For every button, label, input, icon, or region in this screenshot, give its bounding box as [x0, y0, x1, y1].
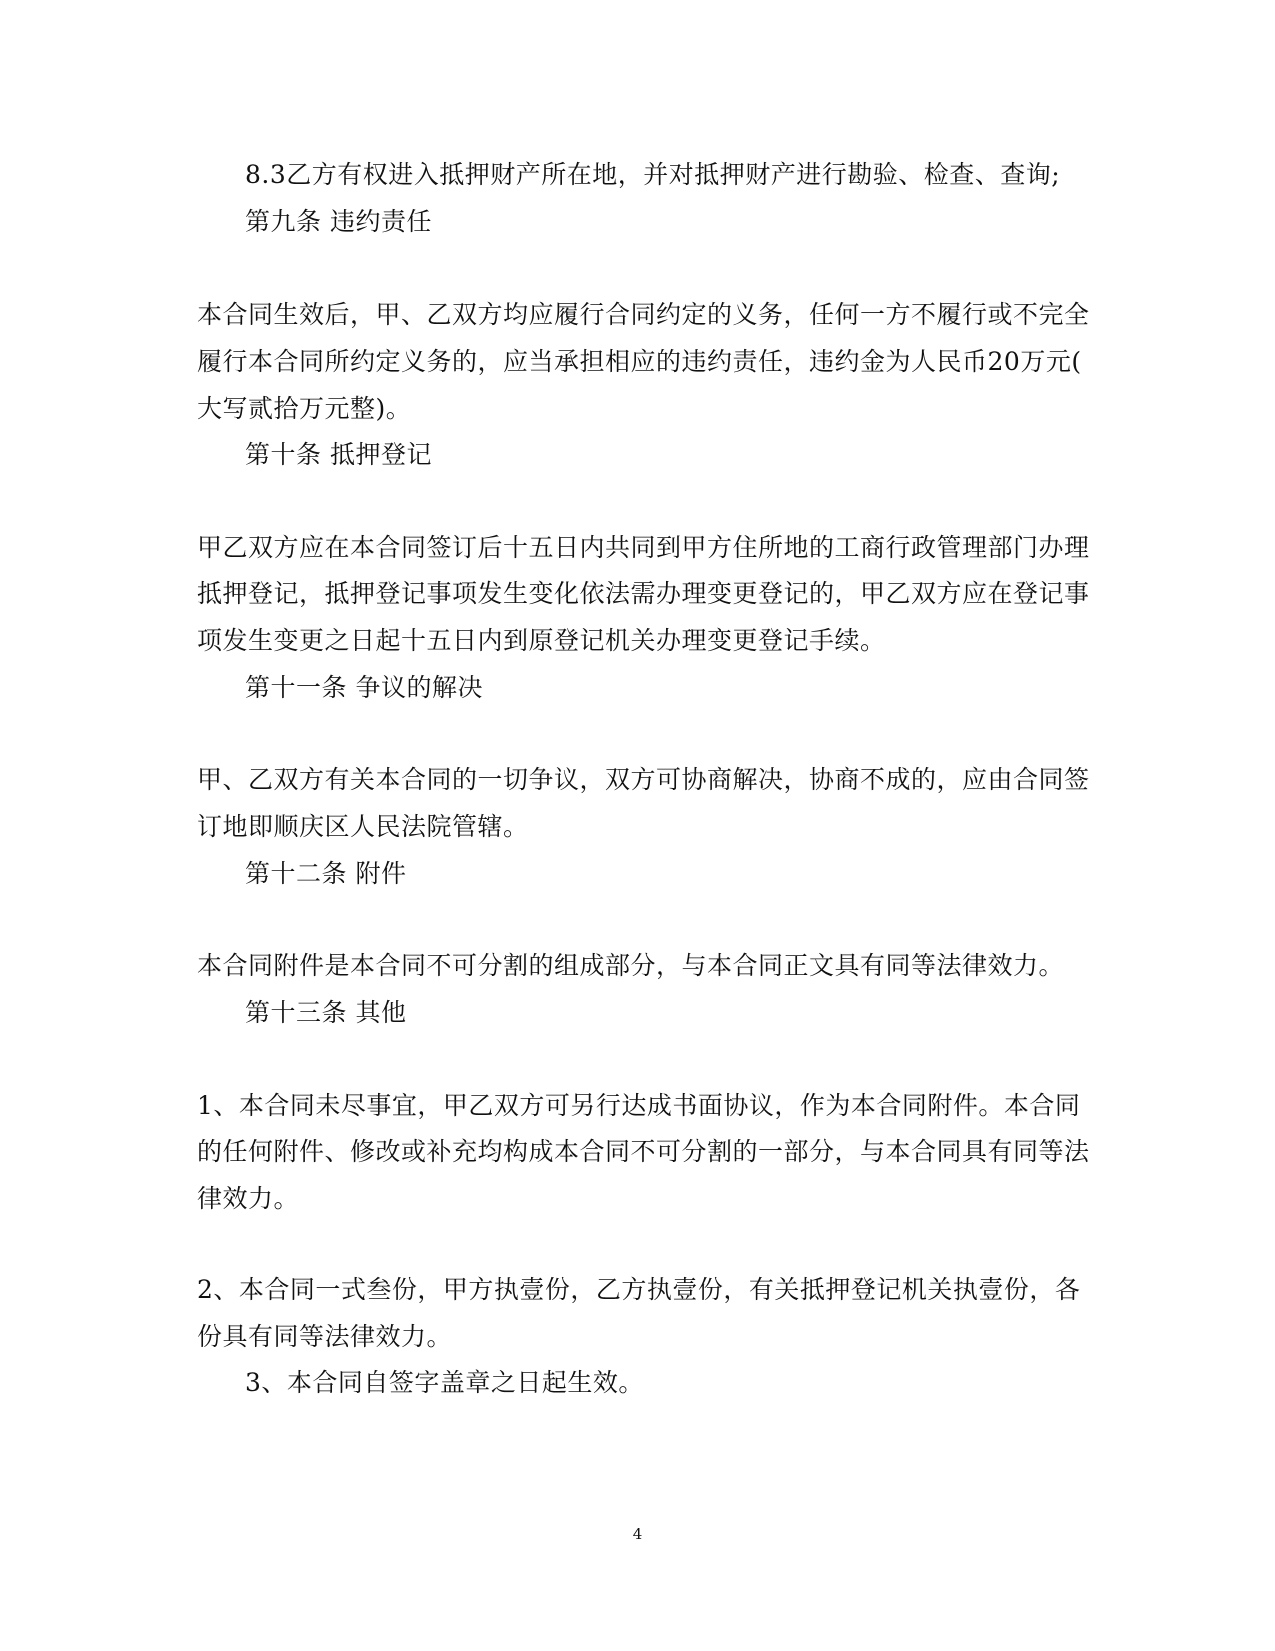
article-13-heading: 第十三条 其他 — [245, 998, 407, 1027]
article-10-paragraph-line-3: 项发生变更之日起十五日内到原登记机关办理变更登记手续。 — [197, 626, 886, 655]
clause-8-3-text: 8.3乙方有权进入抵押财产所在地，并对抵押财产进行勘验、检查、查询; — [245, 160, 1061, 189]
article-11-heading: 第十一条 争议的解决 — [245, 673, 483, 702]
article-13-item-1-line-1: 1、本合同未尽事宜，甲乙双方可另行达成书面协议，作为本合同附件。本合同 — [197, 1091, 1081, 1120]
article-12-heading: 第十二条 附件 — [245, 859, 407, 888]
article-13-item-1-line-2: 的任何附件、修改或补充均构成本合同不可分割的一部分，与本合同具有同等法 — [197, 1137, 1090, 1166]
article-13-item-2-line-2: 份具有同等法律效力。 — [197, 1322, 453, 1351]
article-10-heading: 第十条 抵押登记 — [245, 440, 432, 469]
article-13-item-3: 3、本合同自签字盖章之日起生效。 — [245, 1368, 644, 1397]
article-9-paragraph-line-3: 大写贰拾万元整)。 — [197, 394, 412, 423]
article-11-paragraph-line-2: 订地即顺庆区人民法院管辖。 — [197, 812, 529, 841]
article-9-paragraph-line-2: 履行本合同所约定义务的，应当承担相应的违约责任，违约金为人民币20万元( — [197, 347, 1082, 376]
article-11-paragraph-line-1: 甲、乙双方有关本合同的一切争议，双方可协商解决，协商不成的，应由合同签 — [197, 765, 1090, 794]
article-9-heading: 第九条 违约责任 — [245, 207, 432, 236]
article-13-item-1-line-3: 律效力。 — [197, 1184, 300, 1213]
page-number: 4 — [632, 1525, 643, 1543]
article-12-paragraph-line-1: 本合同附件是本合同不可分割的组成部分，与本合同正文具有同等法律效力。 — [197, 951, 1065, 980]
article-10-paragraph-line-1: 甲乙双方应在本合同签订后十五日内共同到甲方住所地的工商行政管理部门办理 — [197, 533, 1090, 562]
article-9-paragraph-line-1: 本合同生效后，甲、乙双方均应履行合同约定的义务，任何一方不履行或不完全 — [197, 300, 1090, 329]
article-13-item-2-line-1: 2、本合同一式叁份，甲方执壹份，乙方执壹份，有关抵押登记机关执壹份，各 — [197, 1275, 1081, 1304]
article-10-paragraph-line-2: 抵押登记，抵押登记事项发生变化依法需办理变更登记的，甲乙双方应在登记事 — [197, 579, 1090, 608]
